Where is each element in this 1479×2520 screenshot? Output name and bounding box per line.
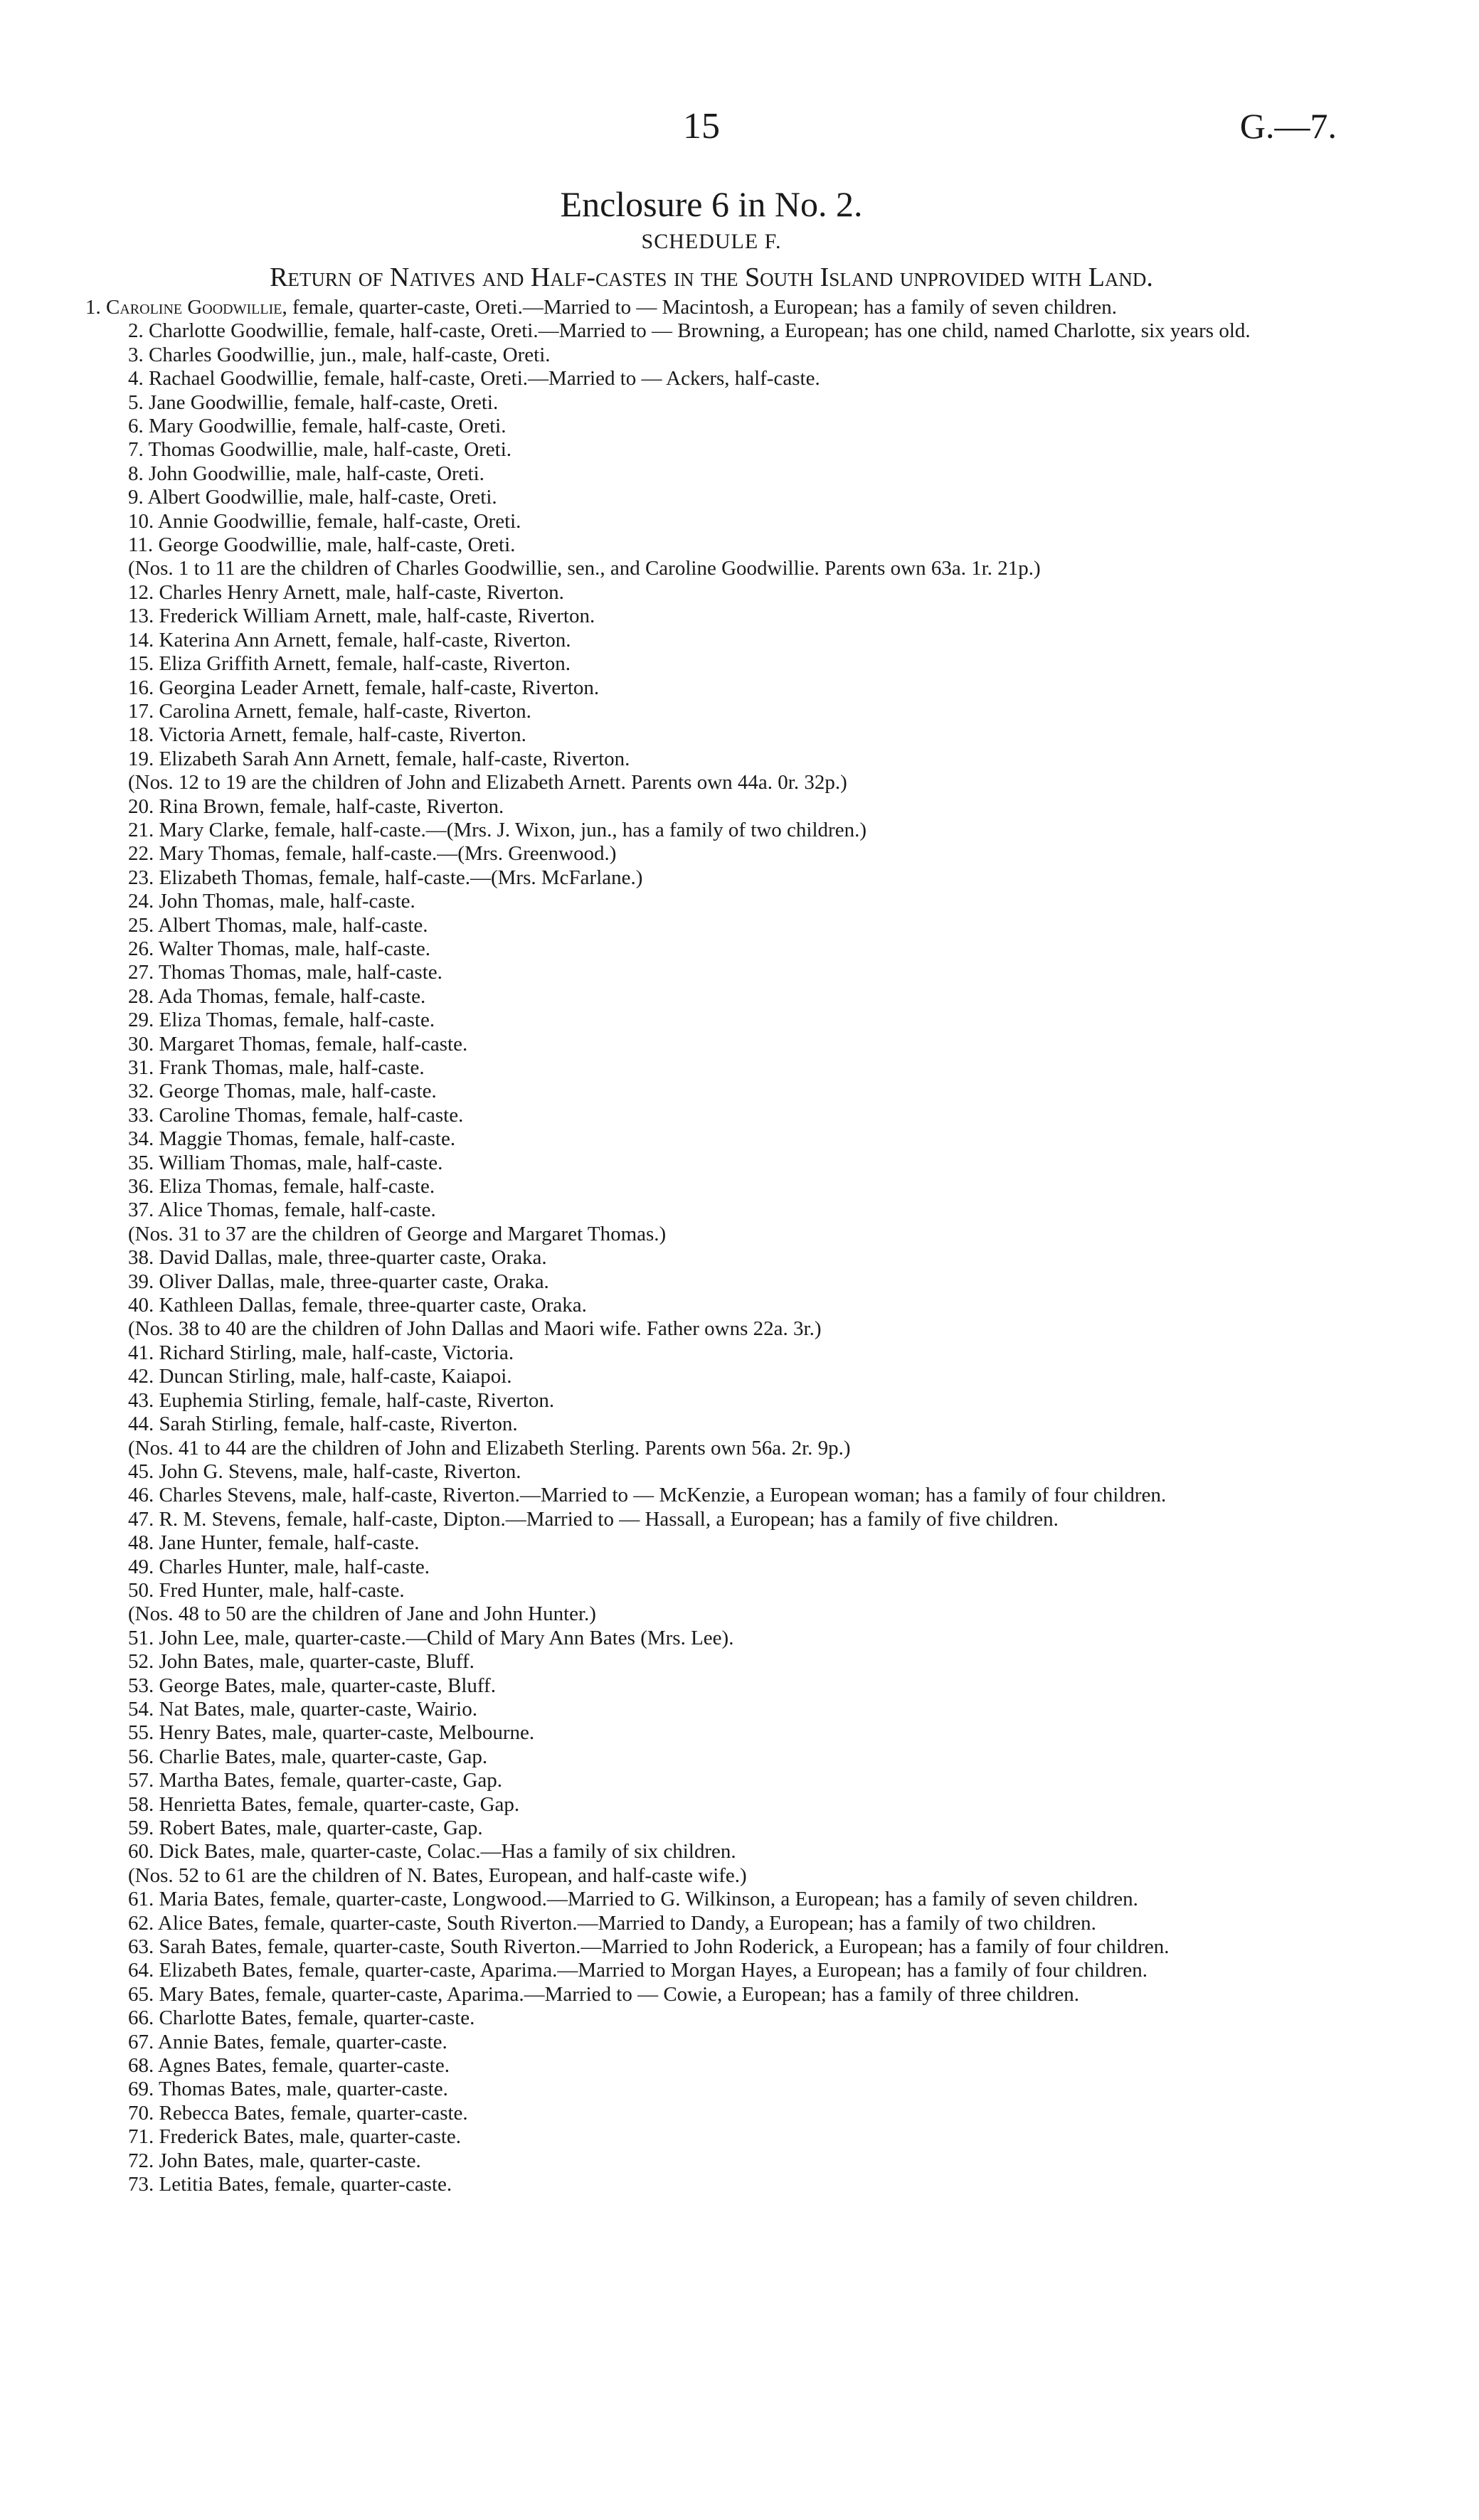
entry-text: Nat Bates, male, quarter-caste, Wairio. [159,1697,477,1721]
page-number: 15 [683,106,720,147]
list-item [85,652,1330,676]
list-item [85,1793,1330,1817]
list-item [85,1579,1330,1602]
list-item [85,1317,1330,1341]
list-item [85,1674,1330,1698]
entry-number: 3. [128,343,144,366]
entry-number: 50. [128,1578,154,1602]
list-item [85,1152,1330,1175]
list-item [85,1912,1330,1935]
entry-text: female, quarter-caste, Oreti.—Married to — Macintosh, a European; has a family of seven children. [287,296,1117,319]
list-item [85,1460,1330,1484]
entry-number: 1. [85,296,101,319]
list-item [85,1080,1330,1103]
entry-text: Eliza Thomas, female, half-caste. [159,1009,435,1032]
list-item [85,700,1330,723]
entry-text: John Bates, male, quarter-caste, Bluff. [159,1650,475,1674]
entry-number: 59. [128,1817,154,1839]
entry-number: 51. [128,1626,154,1649]
entry-text: Albert Goodwillie, male, half-caste, Oreti. [147,486,497,509]
list-item [85,961,1330,984]
list-item [85,1959,1330,1982]
entry-number: 15. [128,652,154,676]
entry-number: 61. [128,1888,154,1911]
entry-number: 60. [128,1840,154,1864]
entry-number: 47. [128,1507,154,1531]
list-item [85,771,1330,794]
entry-number: 41. [128,1341,154,1364]
schedule-heading: SCHEDULE F. [641,230,782,253]
entry-text: Rina Brown, female, half-caste, Riverton. [159,794,504,818]
entry-number: 24. [128,890,154,913]
entry-number: 10. [128,509,154,533]
entry-number: 67. [128,2030,154,2053]
list-item [85,1246,1330,1270]
list-item [85,937,1330,961]
entry-number: 72. [128,2149,154,2172]
entry-text: Ada Thomas, female, half-caste. [157,984,426,1008]
entry-text: Jane Hunter, female, half-caste. [159,1531,420,1555]
list-item [85,1888,1330,1911]
entry-number: 18. [128,723,154,747]
entry-text: Letitia Bates, female, quarter-caste. [159,2173,452,2196]
list-item [85,1389,1330,1413]
entry-number: 62. [128,1911,154,1935]
list-item [85,2006,1330,2030]
list-item [85,1769,1330,1792]
entry-text: Alice Thomas, female, half-caste. [157,1198,436,1222]
entry-text: John Bates, male, quarter-caste. [159,2149,421,2172]
entry-text: George Thomas, male, half-caste. [159,1080,437,1103]
entry-number: 33. [128,1103,154,1127]
entry-number: 19. [128,747,154,770]
entry-text: Richard Stirling, male, half-caste, Victoria. [159,1341,514,1364]
list-item [85,391,1330,415]
list-item [85,319,1330,343]
list-item [85,2173,1330,2196]
list-item [85,1437,1330,1460]
entry-text: Charlotte Bates, female, quarter-caste. [159,2006,475,2030]
list-item [85,486,1330,509]
list-item [85,842,1330,866]
entry-text: Margaret Thomas, female, half-caste. [159,1032,468,1056]
entry-text: Agnes Bates, female, quarter-caste. [157,2054,450,2078]
entry-number: 12. [128,580,154,604]
entry-number: 73. [128,2173,154,2196]
entry-number: 53. [128,1674,154,1697]
entry-number: 5. [128,390,144,414]
entry-text: Victoria Arnett, female, half-caste, Riverton. [158,723,526,747]
entry-text: Elizabeth Thomas, female, half-caste.—(Mrs. McFarlane.) [159,866,643,889]
entry-text: Annie Goodwillie, female, half-caste, Oreti. [157,509,521,533]
entry-text: Henrietta Bates, female, quarter-caste, Gap. [159,1792,520,1816]
list-item [85,510,1330,533]
list-item [85,1413,1330,1436]
list-item [85,1270,1330,1294]
entry-text: Martha Bates, female, quarter-caste, Gap. [159,1769,503,1792]
list-item [85,1745,1330,1769]
list-item [85,2078,1330,2101]
entries-list [85,296,1330,2197]
list-item [85,1175,1330,1198]
list-item [85,1983,1330,2006]
entry-number: 28. [128,984,154,1008]
entry-text: (Nos. 31 to 37 are the children of George and Margaret Thomas.) [128,1222,667,1245]
list-item [85,1104,1330,1127]
list-item [85,795,1330,819]
entry-text: Dick Bates, male, quarter-caste, Colac.—Has a family of six children. [159,1840,736,1864]
entry-number: 45. [128,1460,154,1483]
entry-text: Charles Stevens, male, half-caste, Riverton.—Married to — McKenzie, a European woman; has a family of four children. [159,1484,1167,1507]
list-item [85,1508,1330,1531]
entry-number: 34. [128,1127,154,1151]
entry-number: 64. [128,1959,154,1982]
entry-text: Carolina Arnett, female, half-caste, Riverton. [159,699,531,723]
entry-number: 66. [128,2006,154,2030]
entry-number: 69. [128,2078,154,2101]
entry-text: R. M. Stevens, female, half-caste, Dipton.—Married to — Hassall, a European; has a family of five children. [159,1507,1059,1531]
entry-number: 21. [128,818,154,841]
entry-text: Katerina Ann Arnett, female, half-caste, Riverton. [159,628,571,652]
entry-number: 16. [128,676,154,699]
entry-text: Charlie Bates, male, quarter-caste, Gap. [159,1745,488,1768]
entry-text: (Nos. 41 to 44 are the children of John and Elizabeth Sterling. Parents own 56a. 2r. 9p.) [128,1436,851,1460]
list-item [85,296,1330,319]
entry-number: 23. [128,866,154,889]
entry-text: George Goodwillie, male, half-caste, Oreti. [158,533,516,557]
entry-number: 44. [128,1413,154,1436]
entry-text: Mary Thomas, female, half-caste.—(Mrs. Greenwood.) [159,842,617,866]
document-reference: G.—7. [1239,106,1337,146]
entry-text: William Thomas, male, half-caste. [158,1151,443,1174]
entry-number: 20. [128,794,154,818]
list-item [85,914,1330,937]
list-item [85,605,1330,628]
list-item [85,438,1330,462]
list-item [85,629,1330,652]
entry-text: Frederick William Arnett, male, half-caste, Riverton. [159,605,595,628]
entry-text: John Thomas, male, half-caste. [159,890,415,913]
list-item [85,1864,1330,1888]
entry-number: 13. [128,605,154,628]
entry-number: 7. [128,438,144,462]
list-item [85,1294,1330,1317]
entry-number: 52. [128,1650,154,1674]
entry-text: Elizabeth Bates, female, quarter-caste, Aparima.—Married to Morgan Hayes, a European; has a family of four children. [159,1959,1148,1982]
entry-name: Caroline Goodwillie, [106,296,287,319]
entry-number: 58. [128,1792,154,1816]
list-item [85,1721,1330,1745]
entry-text: Fred Hunter, male, half-caste. [159,1578,405,1602]
entry-number: 71. [128,2125,154,2149]
list-item [85,676,1330,700]
list-item [85,1033,1330,1056]
entry-text: Caroline Thomas, female, half-caste. [159,1103,464,1127]
list-item [85,1840,1330,1864]
entry-text: (Nos. 38 to 40 are the children of John Dallas and Maori wife. Father owns 22a. 3r.) [128,1317,822,1341]
list-item [85,2102,1330,2125]
entry-number: 65. [128,1982,154,2006]
entry-number: 29. [128,1009,154,1032]
entry-number: 42. [128,1365,154,1388]
entry-text: Sarah Bates, female, quarter-caste, South Riverton.—Married to John Roderick, a European; has a family of four children. [159,1935,1170,1959]
list-item [85,1650,1330,1674]
entry-text: Elizabeth Sarah Ann Arnett, female, half-caste, Riverton. [159,747,630,770]
entry-text: Maggie Thomas, female, half-caste. [159,1127,456,1151]
list-item [85,1223,1330,1246]
entry-text: Euphemia Stirling, female, half-caste, Riverton. [159,1388,555,1412]
entry-number: 48. [128,1531,154,1555]
list-item [85,1009,1330,1032]
entry-number: 9. [128,486,144,509]
entry-text: Oliver Dallas, male, three-quarter caste, Oraka. [159,1270,549,1293]
list-item [85,581,1330,605]
entry-number: 63. [128,1935,154,1959]
entry-text: John Lee, male, quarter-caste.—Child of Mary Ann Bates (Mrs. Lee). [159,1626,734,1649]
entry-text: Charles Hunter, male, half-caste. [159,1555,430,1578]
entry-text: Thomas Goodwillie, male, half-caste, Oreti. [148,438,512,462]
entry-text: Eliza Griffith Arnett, female, half-caste, Riverton. [159,652,571,676]
list-item [85,2125,1330,2149]
list-item [85,2149,1330,2173]
entry-text: Mary Clarke, female, half-caste.—(Mrs. J. Wixon, jun., has a family of two children.) [159,818,866,841]
list-item [85,2054,1330,2078]
entry-number: 70. [128,2101,154,2125]
list-item [85,2031,1330,2054]
entry-number: 36. [128,1175,154,1198]
list-item [85,557,1330,580]
entry-number: 4. [128,367,144,390]
entry-text: Duncan Stirling, male, half-caste, Kaiapoi. [159,1365,512,1388]
entry-number: 11. [128,533,154,557]
entry-number: 32. [128,1080,154,1103]
entry-number: 25. [128,913,154,937]
entry-text: David Dallas, male, three-quarter caste, Oraka. [159,1246,547,1270]
list-item [85,723,1330,747]
entry-number: 26. [128,937,154,960]
entry-text: Mary Goodwillie, female, half-caste, Oreti. [149,415,507,438]
entry-text: Walter Thomas, male, half-caste. [158,937,431,960]
list-item [85,344,1330,367]
list-item [85,1127,1330,1151]
entry-number: 68. [128,2054,154,2078]
entry-number: 49. [128,1555,154,1578]
entry-number: 46. [128,1484,154,1507]
entry-text: (Nos. 48 to 50 are the children of Jane and John Hunter.) [128,1602,596,1626]
entry-number: 54. [128,1697,154,1721]
entry-text: Albert Thomas, male, half-caste. [157,913,428,937]
entry-text: Frederick Bates, male, quarter-caste. [159,2125,462,2149]
entry-text: John G. Stevens, male, half-caste, Riverton. [159,1460,521,1483]
entry-number: 17. [128,699,154,723]
list-item [85,748,1330,771]
entry-number: 8. [128,462,144,485]
list-item [85,1935,1330,1959]
entry-number: 2. [128,319,144,343]
list-item [85,1602,1330,1626]
entry-number: 27. [128,961,154,984]
entry-number: 30. [128,1032,154,1056]
entry-text: Rebecca Bates, female, quarter-caste. [159,2101,468,2125]
entry-text: Charles Goodwillie, jun., male, half-caste, Oreti. [149,343,551,366]
entry-number: 6. [128,415,144,438]
list-item [85,866,1330,890]
entry-text: Alice Bates, female, quarter-caste, South Riverton.—Married to Dandy, a European; has a family of two children. [157,1911,1096,1935]
entry-text: Thomas Bates, male, quarter-caste. [158,2078,448,2101]
list-item [85,415,1330,438]
entry-text: John Goodwillie, male, half-caste, Oreti. [149,462,484,485]
list-item [85,1556,1330,1579]
list-item [85,985,1330,1009]
entry-text: Mary Bates, female, quarter-caste, Aparima.—Married to — Cowie, a European; has a family of three children. [159,1982,1079,2006]
list-item [85,1056,1330,1080]
list-item [85,1817,1330,1840]
entry-number: 39. [128,1270,154,1293]
entry-text: Eliza Thomas, female, half-caste. [159,1175,435,1198]
entry-number: 31. [128,1056,154,1079]
list-item [85,1341,1330,1365]
entry-text: (Nos. 12 to 19 are the children of John and Elizabeth Arnett. Parents own 44a. 0r. 32p.) [128,771,847,794]
entry-text: Jane Goodwillie, female, half-caste, Oreti. [149,390,499,414]
return-subtitle: Return of Natives and Half-castes in the South Island unprovided with Land. [270,262,1153,292]
list-item [85,367,1330,390]
entry-number: 37. [128,1198,154,1222]
entry-text: Georgina Leader Arnett, female, half-caste, Riverton. [159,676,600,699]
list-item [85,1365,1330,1388]
list-item [85,1484,1330,1507]
entry-text: Thomas Thomas, male, half-caste. [158,961,442,984]
entry-text: Robert Bates, male, quarter-caste, Gap. [159,1817,483,1839]
entry-number: 14. [128,628,154,652]
entry-text: Henry Bates, male, quarter-caste, Melbourne. [159,1721,535,1745]
entry-text: George Bates, male, quarter-caste, Bluff. [159,1674,496,1697]
entry-text: Frank Thomas, male, half-caste. [159,1056,425,1079]
list-item [85,1698,1330,1721]
list-item [85,533,1330,557]
entry-text: Maria Bates, female, quarter-caste, Longwood.—Married to G. Wilkinson, a European; has a family of seven children. [159,1888,1138,1911]
entry-number: 57. [128,1769,154,1792]
entry-text: Annie Bates, female, quarter-caste. [157,2030,447,2053]
list-item [85,1627,1330,1650]
list-item [85,1531,1330,1555]
entry-text: Rachael Goodwillie, female, half-caste, Oreti.—Married to — Ackers, half-caste. [149,367,820,390]
entry-text: (Nos. 52 to 61 are the children of N. Bates, European, and half-caste wife.) [128,1864,747,1887]
entry-number: 43. [128,1388,154,1412]
entry-number: 22. [128,842,154,866]
entry-number: 38. [128,1246,154,1270]
entry-text: Kathleen Dallas, female, three-quarter caste, Oraka. [159,1294,587,1317]
entry-number: 35. [128,1151,154,1174]
entry-text: Charlotte Goodwillie, female, half-caste, Oreti.—Married to — Browning, a European; has one child, named Charlotte, six years old. [149,319,1251,343]
entry-number: 55. [128,1721,154,1745]
entry-text: Sarah Stirling, female, half-caste, Riverton. [159,1413,518,1436]
entry-number: 56. [128,1745,154,1768]
entry-number: 40. [128,1294,154,1317]
list-item [85,1198,1330,1222]
list-item [85,890,1330,913]
list-item [85,819,1330,842]
entry-text: (Nos. 1 to 11 are the children of Charles Goodwillie, sen., and Caroline Goodwillie. Parents own 63a. 1r. 21p.) [128,557,1041,580]
list-item [85,462,1330,486]
entry-text: Charles Henry Arnett, male, half-caste, Riverton. [159,580,564,604]
enclosure-title: Enclosure 6 in No. 2. [560,184,863,224]
